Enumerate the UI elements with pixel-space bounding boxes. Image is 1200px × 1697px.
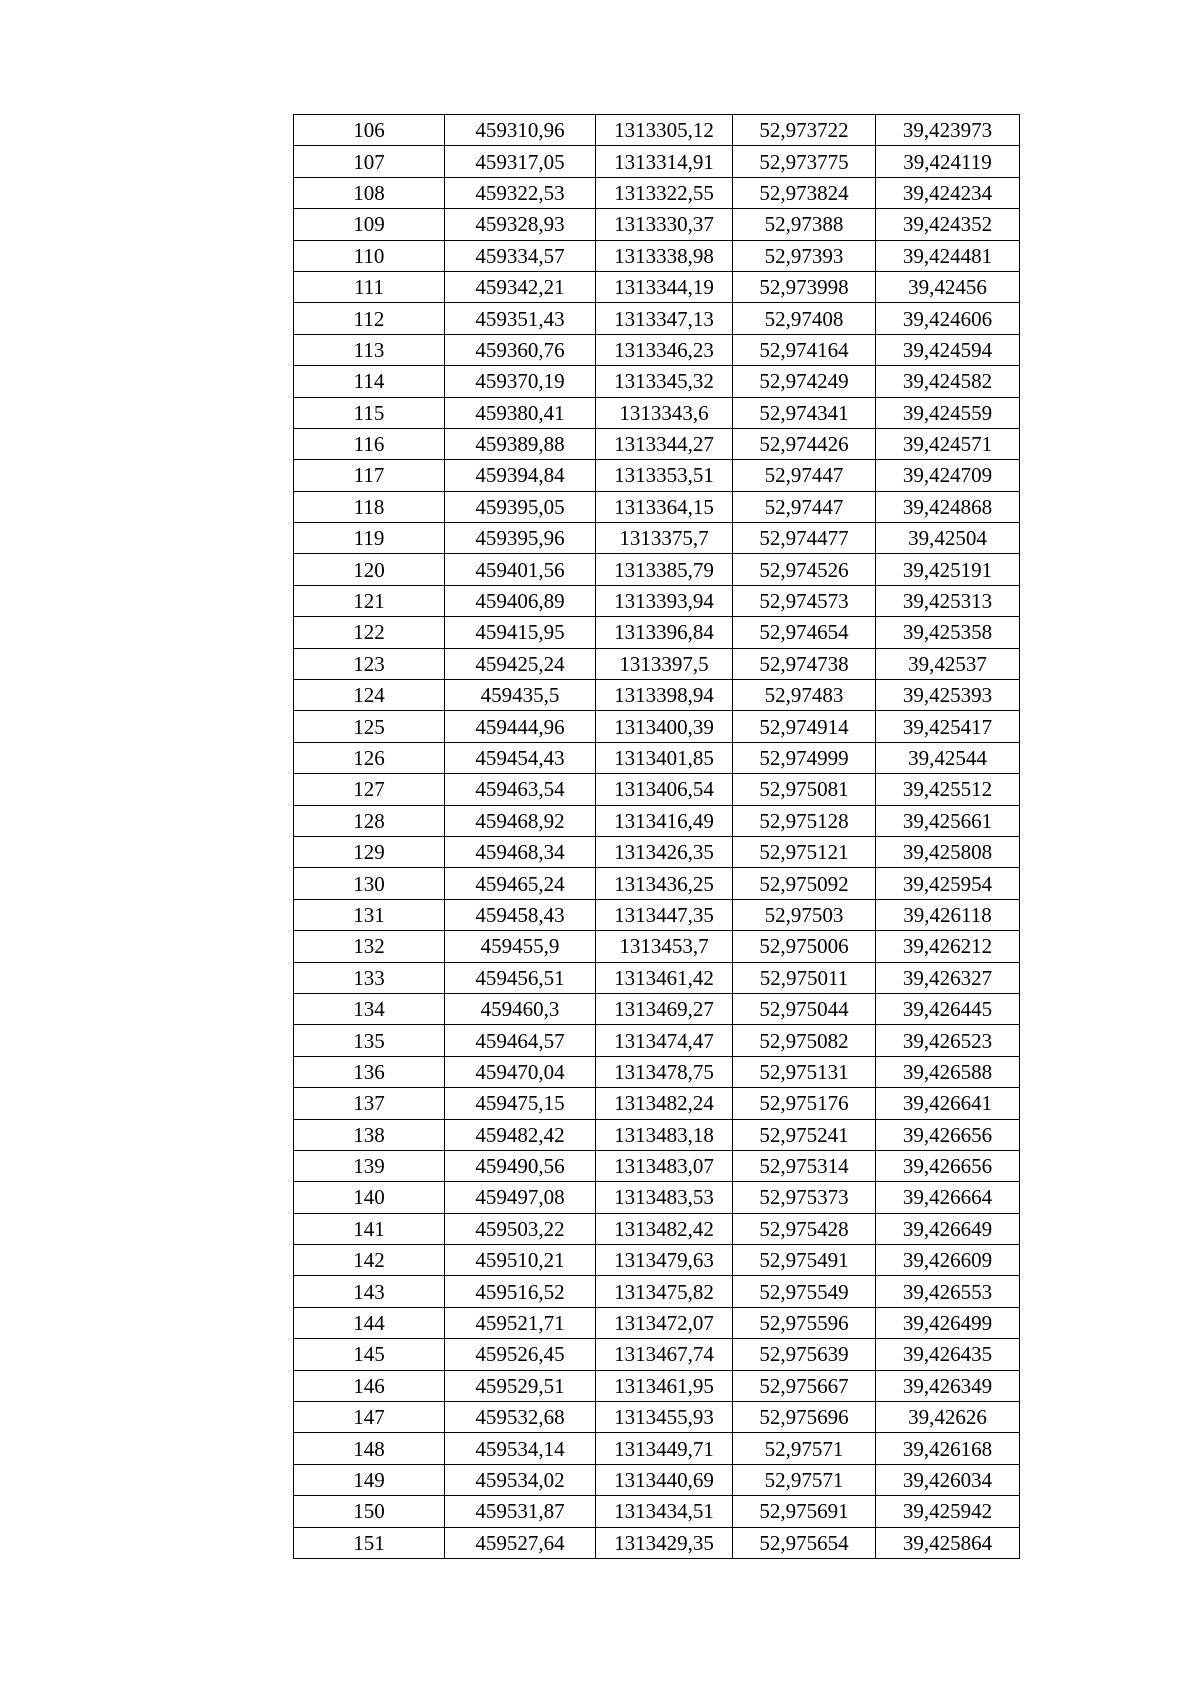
table-row xyxy=(294,585,1020,616)
table-row xyxy=(294,1213,1020,1244)
x-coordinate-cell: 459490,56 xyxy=(445,1150,596,1181)
x-coordinate-cell: 459425,24 xyxy=(445,648,596,679)
point-number-cell: 134 xyxy=(294,993,445,1024)
point-number-cell: 131 xyxy=(294,899,445,930)
latitude-cell: 52,975092 xyxy=(733,868,876,899)
y-coordinate-cell: 1313483,18 xyxy=(596,1119,733,1150)
x-coordinate-cell: 459395,05 xyxy=(445,491,596,522)
x-coordinate-cell: 459351,43 xyxy=(445,303,596,334)
table-row xyxy=(294,1056,1020,1087)
point-number-cell: 107 xyxy=(294,146,445,177)
y-coordinate-cell: 1313401,85 xyxy=(596,742,733,773)
table-row xyxy=(294,774,1020,805)
table-row xyxy=(294,1182,1020,1213)
x-coordinate-cell: 459526,45 xyxy=(445,1339,596,1370)
latitude-cell: 52,975011 xyxy=(733,962,876,993)
latitude-cell: 52,975654 xyxy=(733,1527,876,1558)
table-row xyxy=(294,177,1020,208)
latitude-cell: 52,975549 xyxy=(733,1276,876,1307)
longitude-cell: 39,42544 xyxy=(876,742,1020,773)
latitude-cell: 52,97447 xyxy=(733,460,876,491)
y-coordinate-cell: 1313482,42 xyxy=(596,1213,733,1244)
point-number-cell: 151 xyxy=(294,1527,445,1558)
latitude-cell: 52,975176 xyxy=(733,1088,876,1119)
longitude-cell: 39,424606 xyxy=(876,303,1020,334)
x-coordinate-cell: 459395,96 xyxy=(445,523,596,554)
point-number-cell: 122 xyxy=(294,617,445,648)
latitude-cell: 52,973998 xyxy=(733,271,876,302)
x-coordinate-cell: 459310,96 xyxy=(445,115,596,146)
longitude-cell: 39,425358 xyxy=(876,617,1020,648)
x-coordinate-cell: 459454,43 xyxy=(445,742,596,773)
longitude-cell: 39,424709 xyxy=(876,460,1020,491)
latitude-cell: 52,974914 xyxy=(733,711,876,742)
latitude-cell: 52,97571 xyxy=(733,1433,876,1464)
latitude-cell: 52,975128 xyxy=(733,805,876,836)
latitude-cell: 52,974654 xyxy=(733,617,876,648)
latitude-cell: 52,975428 xyxy=(733,1213,876,1244)
y-coordinate-cell: 1313482,24 xyxy=(596,1088,733,1119)
x-coordinate-cell: 459444,96 xyxy=(445,711,596,742)
longitude-cell: 39,426499 xyxy=(876,1307,1020,1338)
longitude-cell: 39,425864 xyxy=(876,1527,1020,1558)
table-row xyxy=(294,617,1020,648)
table-row xyxy=(294,1402,1020,1433)
y-coordinate-cell: 1313469,27 xyxy=(596,993,733,1024)
table-row xyxy=(294,1307,1020,1338)
longitude-cell: 39,424234 xyxy=(876,177,1020,208)
latitude-cell: 52,975131 xyxy=(733,1056,876,1087)
point-number-cell: 142 xyxy=(294,1245,445,1276)
table-row xyxy=(294,742,1020,773)
x-coordinate-cell: 459389,88 xyxy=(445,428,596,459)
latitude-cell: 52,975373 xyxy=(733,1182,876,1213)
point-number-cell: 133 xyxy=(294,962,445,993)
point-number-cell: 109 xyxy=(294,209,445,240)
x-coordinate-cell: 459482,42 xyxy=(445,1119,596,1150)
longitude-cell: 39,424571 xyxy=(876,428,1020,459)
latitude-cell: 52,975314 xyxy=(733,1150,876,1181)
longitude-cell: 39,426212 xyxy=(876,931,1020,962)
table-row xyxy=(294,1276,1020,1307)
y-coordinate-cell: 1313447,35 xyxy=(596,899,733,930)
table-row xyxy=(294,491,1020,522)
longitude-cell: 39,425808 xyxy=(876,836,1020,867)
x-coordinate-cell: 459317,05 xyxy=(445,146,596,177)
longitude-cell: 39,426445 xyxy=(876,993,1020,1024)
latitude-cell: 52,975044 xyxy=(733,993,876,1024)
table-row xyxy=(294,931,1020,962)
y-coordinate-cell: 1313397,5 xyxy=(596,648,733,679)
y-coordinate-cell: 1313305,12 xyxy=(596,115,733,146)
latitude-cell: 52,975596 xyxy=(733,1307,876,1338)
point-number-cell: 141 xyxy=(294,1213,445,1244)
table-row xyxy=(294,1245,1020,1276)
point-number-cell: 140 xyxy=(294,1182,445,1213)
x-coordinate-cell: 459503,22 xyxy=(445,1213,596,1244)
y-coordinate-cell: 1313346,23 xyxy=(596,334,733,365)
longitude-cell: 39,426656 xyxy=(876,1119,1020,1150)
point-number-cell: 110 xyxy=(294,240,445,271)
latitude-cell: 52,974526 xyxy=(733,554,876,585)
x-coordinate-cell: 459468,34 xyxy=(445,836,596,867)
table-row xyxy=(294,1433,1020,1464)
x-coordinate-cell: 459380,41 xyxy=(445,397,596,428)
y-coordinate-cell: 1313461,42 xyxy=(596,962,733,993)
y-coordinate-cell: 1313345,32 xyxy=(596,366,733,397)
point-number-cell: 106 xyxy=(294,115,445,146)
longitude-cell: 39,425512 xyxy=(876,774,1020,805)
table-row xyxy=(294,366,1020,397)
y-coordinate-cell: 1313347,13 xyxy=(596,303,733,334)
x-coordinate-cell: 459415,95 xyxy=(445,617,596,648)
x-coordinate-cell: 459475,15 xyxy=(445,1088,596,1119)
y-coordinate-cell: 1313436,25 xyxy=(596,868,733,899)
y-coordinate-cell: 1313449,71 xyxy=(596,1433,733,1464)
y-coordinate-cell: 1313400,39 xyxy=(596,711,733,742)
table-row xyxy=(294,146,1020,177)
y-coordinate-cell: 1313398,94 xyxy=(596,680,733,711)
longitude-cell: 39,426168 xyxy=(876,1433,1020,1464)
point-number-cell: 129 xyxy=(294,836,445,867)
point-number-cell: 124 xyxy=(294,680,445,711)
longitude-cell: 39,426553 xyxy=(876,1276,1020,1307)
longitude-cell: 39,424352 xyxy=(876,209,1020,240)
y-coordinate-cell: 1313429,35 xyxy=(596,1527,733,1558)
point-number-cell: 149 xyxy=(294,1464,445,1495)
x-coordinate-cell: 459534,02 xyxy=(445,1464,596,1495)
y-coordinate-cell: 1313475,82 xyxy=(596,1276,733,1307)
longitude-cell: 39,42626 xyxy=(876,1402,1020,1433)
point-number-cell: 145 xyxy=(294,1339,445,1370)
latitude-cell: 52,974999 xyxy=(733,742,876,773)
latitude-cell: 52,973775 xyxy=(733,146,876,177)
x-coordinate-cell: 459470,04 xyxy=(445,1056,596,1087)
x-coordinate-cell: 459460,3 xyxy=(445,993,596,1024)
x-coordinate-cell: 459468,92 xyxy=(445,805,596,836)
x-coordinate-cell: 459401,56 xyxy=(445,554,596,585)
y-coordinate-cell: 1313344,19 xyxy=(596,271,733,302)
longitude-cell: 39,425393 xyxy=(876,680,1020,711)
point-number-cell: 125 xyxy=(294,711,445,742)
latitude-cell: 52,97388 xyxy=(733,209,876,240)
latitude-cell: 52,973824 xyxy=(733,177,876,208)
table-row xyxy=(294,868,1020,899)
latitude-cell: 52,97571 xyxy=(733,1464,876,1495)
latitude-cell: 52,97483 xyxy=(733,680,876,711)
x-coordinate-cell: 459534,14 xyxy=(445,1433,596,1464)
table-row xyxy=(294,993,1020,1024)
y-coordinate-cell: 1313455,93 xyxy=(596,1402,733,1433)
table-row xyxy=(294,1464,1020,1495)
table-row xyxy=(294,209,1020,240)
y-coordinate-cell: 1313453,7 xyxy=(596,931,733,962)
latitude-cell: 52,97503 xyxy=(733,899,876,930)
y-coordinate-cell: 1313426,35 xyxy=(596,836,733,867)
point-number-cell: 138 xyxy=(294,1119,445,1150)
longitude-cell: 39,426641 xyxy=(876,1088,1020,1119)
longitude-cell: 39,42456 xyxy=(876,271,1020,302)
x-coordinate-cell: 459532,68 xyxy=(445,1402,596,1433)
x-coordinate-cell: 459370,19 xyxy=(445,366,596,397)
table-row xyxy=(294,334,1020,365)
latitude-cell: 52,975691 xyxy=(733,1496,876,1527)
point-number-cell: 132 xyxy=(294,931,445,962)
longitude-cell: 39,426609 xyxy=(876,1245,1020,1276)
x-coordinate-cell: 459531,87 xyxy=(445,1496,596,1527)
point-number-cell: 135 xyxy=(294,1025,445,1056)
table-row xyxy=(294,460,1020,491)
x-coordinate-cell: 459394,84 xyxy=(445,460,596,491)
point-number-cell: 143 xyxy=(294,1276,445,1307)
table-row xyxy=(294,271,1020,302)
y-coordinate-cell: 1313478,75 xyxy=(596,1056,733,1087)
table-row xyxy=(294,1339,1020,1370)
y-coordinate-cell: 1313393,94 xyxy=(596,585,733,616)
y-coordinate-cell: 1313375,7 xyxy=(596,523,733,554)
point-number-cell: 147 xyxy=(294,1402,445,1433)
latitude-cell: 52,974249 xyxy=(733,366,876,397)
latitude-cell: 52,97447 xyxy=(733,491,876,522)
x-coordinate-cell: 459456,51 xyxy=(445,962,596,993)
point-number-cell: 127 xyxy=(294,774,445,805)
point-number-cell: 111 xyxy=(294,271,445,302)
latitude-cell: 52,974477 xyxy=(733,523,876,554)
x-coordinate-cell: 459463,54 xyxy=(445,774,596,805)
point-number-cell: 144 xyxy=(294,1307,445,1338)
longitude-cell: 39,425942 xyxy=(876,1496,1020,1527)
longitude-cell: 39,424559 xyxy=(876,397,1020,428)
y-coordinate-cell: 1313330,37 xyxy=(596,209,733,240)
x-coordinate-cell: 459406,89 xyxy=(445,585,596,616)
y-coordinate-cell: 1313416,49 xyxy=(596,805,733,836)
x-coordinate-cell: 459342,21 xyxy=(445,271,596,302)
y-coordinate-cell: 1313396,84 xyxy=(596,617,733,648)
table-row xyxy=(294,836,1020,867)
table-row xyxy=(294,1088,1020,1119)
point-number-cell: 119 xyxy=(294,523,445,554)
longitude-cell: 39,426588 xyxy=(876,1056,1020,1087)
y-coordinate-cell: 1313406,54 xyxy=(596,774,733,805)
longitude-cell: 39,425313 xyxy=(876,585,1020,616)
coordinates-table-body xyxy=(294,115,1020,1559)
longitude-cell: 39,426523 xyxy=(876,1025,1020,1056)
x-coordinate-cell: 459322,53 xyxy=(445,177,596,208)
x-coordinate-cell: 459328,93 xyxy=(445,209,596,240)
longitude-cell: 39,425417 xyxy=(876,711,1020,742)
latitude-cell: 52,975081 xyxy=(733,774,876,805)
y-coordinate-cell: 1313314,91 xyxy=(596,146,733,177)
x-coordinate-cell: 459497,08 xyxy=(445,1182,596,1213)
longitude-cell: 39,426034 xyxy=(876,1464,1020,1495)
longitude-cell: 39,424119 xyxy=(876,146,1020,177)
point-number-cell: 114 xyxy=(294,366,445,397)
point-number-cell: 118 xyxy=(294,491,445,522)
longitude-cell: 39,42537 xyxy=(876,648,1020,679)
y-coordinate-cell: 1313344,27 xyxy=(596,428,733,459)
y-coordinate-cell: 1313322,55 xyxy=(596,177,733,208)
table-row xyxy=(294,648,1020,679)
y-coordinate-cell: 1313440,69 xyxy=(596,1464,733,1495)
table-row xyxy=(294,554,1020,585)
y-coordinate-cell: 1313483,53 xyxy=(596,1182,733,1213)
point-number-cell: 146 xyxy=(294,1370,445,1401)
latitude-cell: 52,97408 xyxy=(733,303,876,334)
point-number-cell: 108 xyxy=(294,177,445,208)
latitude-cell: 52,974164 xyxy=(733,334,876,365)
longitude-cell: 39,426327 xyxy=(876,962,1020,993)
longitude-cell: 39,424594 xyxy=(876,334,1020,365)
point-number-cell: 148 xyxy=(294,1433,445,1464)
x-coordinate-cell: 459455,9 xyxy=(445,931,596,962)
longitude-cell: 39,424481 xyxy=(876,240,1020,271)
table-row xyxy=(294,115,1020,146)
y-coordinate-cell: 1313472,07 xyxy=(596,1307,733,1338)
table-row xyxy=(294,899,1020,930)
longitude-cell: 39,425954 xyxy=(876,868,1020,899)
longitude-cell: 39,426664 xyxy=(876,1182,1020,1213)
table-row xyxy=(294,805,1020,836)
longitude-cell: 39,426349 xyxy=(876,1370,1020,1401)
x-coordinate-cell: 459521,71 xyxy=(445,1307,596,1338)
longitude-cell: 39,423973 xyxy=(876,115,1020,146)
y-coordinate-cell: 1313385,79 xyxy=(596,554,733,585)
y-coordinate-cell: 1313483,07 xyxy=(596,1150,733,1181)
table-row xyxy=(294,303,1020,334)
point-number-cell: 117 xyxy=(294,460,445,491)
x-coordinate-cell: 459516,52 xyxy=(445,1276,596,1307)
point-number-cell: 128 xyxy=(294,805,445,836)
point-number-cell: 113 xyxy=(294,334,445,365)
y-coordinate-cell: 1313338,98 xyxy=(596,240,733,271)
longitude-cell: 39,426649 xyxy=(876,1213,1020,1244)
coordinates-table xyxy=(293,114,1020,1559)
y-coordinate-cell: 1313364,15 xyxy=(596,491,733,522)
table-row xyxy=(294,240,1020,271)
latitude-cell: 52,975241 xyxy=(733,1119,876,1150)
longitude-cell: 39,426118 xyxy=(876,899,1020,930)
x-coordinate-cell: 459465,24 xyxy=(445,868,596,899)
x-coordinate-cell: 459529,51 xyxy=(445,1370,596,1401)
latitude-cell: 52,975696 xyxy=(733,1402,876,1433)
x-coordinate-cell: 459510,21 xyxy=(445,1245,596,1276)
longitude-cell: 39,42504 xyxy=(876,523,1020,554)
latitude-cell: 52,974573 xyxy=(733,585,876,616)
longitude-cell: 39,426656 xyxy=(876,1150,1020,1181)
latitude-cell: 52,974426 xyxy=(733,428,876,459)
table-row xyxy=(294,711,1020,742)
longitude-cell: 39,424582 xyxy=(876,366,1020,397)
latitude-cell: 52,973722 xyxy=(733,115,876,146)
longitude-cell: 39,424868 xyxy=(876,491,1020,522)
latitude-cell: 52,974738 xyxy=(733,648,876,679)
table-row xyxy=(294,397,1020,428)
table-row xyxy=(294,1496,1020,1527)
point-number-cell: 120 xyxy=(294,554,445,585)
table-row xyxy=(294,1119,1020,1150)
table-row xyxy=(294,1150,1020,1181)
point-number-cell: 136 xyxy=(294,1056,445,1087)
longitude-cell: 39,426435 xyxy=(876,1339,1020,1370)
y-coordinate-cell: 1313434,51 xyxy=(596,1496,733,1527)
latitude-cell: 52,97393 xyxy=(733,240,876,271)
latitude-cell: 52,974341 xyxy=(733,397,876,428)
point-number-cell: 126 xyxy=(294,742,445,773)
table-row xyxy=(294,523,1020,554)
x-coordinate-cell: 459360,76 xyxy=(445,334,596,365)
point-number-cell: 130 xyxy=(294,868,445,899)
point-number-cell: 116 xyxy=(294,428,445,459)
table-row xyxy=(294,1025,1020,1056)
longitude-cell: 39,425661 xyxy=(876,805,1020,836)
latitude-cell: 52,975491 xyxy=(733,1245,876,1276)
x-coordinate-cell: 459527,64 xyxy=(445,1527,596,1558)
y-coordinate-cell: 1313479,63 xyxy=(596,1245,733,1276)
table-row xyxy=(294,1527,1020,1558)
x-coordinate-cell: 459464,57 xyxy=(445,1025,596,1056)
y-coordinate-cell: 1313467,74 xyxy=(596,1339,733,1370)
point-number-cell: 137 xyxy=(294,1088,445,1119)
table-row xyxy=(294,1370,1020,1401)
x-coordinate-cell: 459334,57 xyxy=(445,240,596,271)
latitude-cell: 52,975082 xyxy=(733,1025,876,1056)
point-number-cell: 150 xyxy=(294,1496,445,1527)
latitude-cell: 52,975667 xyxy=(733,1370,876,1401)
x-coordinate-cell: 459458,43 xyxy=(445,899,596,930)
table-row xyxy=(294,680,1020,711)
table-row xyxy=(294,962,1020,993)
x-coordinate-cell: 459435,5 xyxy=(445,680,596,711)
y-coordinate-cell: 1313353,51 xyxy=(596,460,733,491)
y-coordinate-cell: 1313474,47 xyxy=(596,1025,733,1056)
table-row xyxy=(294,428,1020,459)
point-number-cell: 121 xyxy=(294,585,445,616)
longitude-cell: 39,425191 xyxy=(876,554,1020,585)
latitude-cell: 52,975006 xyxy=(733,931,876,962)
latitude-cell: 52,975121 xyxy=(733,836,876,867)
point-number-cell: 115 xyxy=(294,397,445,428)
point-number-cell: 139 xyxy=(294,1150,445,1181)
latitude-cell: 52,975639 xyxy=(733,1339,876,1370)
point-number-cell: 112 xyxy=(294,303,445,334)
y-coordinate-cell: 1313461,95 xyxy=(596,1370,733,1401)
y-coordinate-cell: 1313343,6 xyxy=(596,397,733,428)
point-number-cell: 123 xyxy=(294,648,445,679)
